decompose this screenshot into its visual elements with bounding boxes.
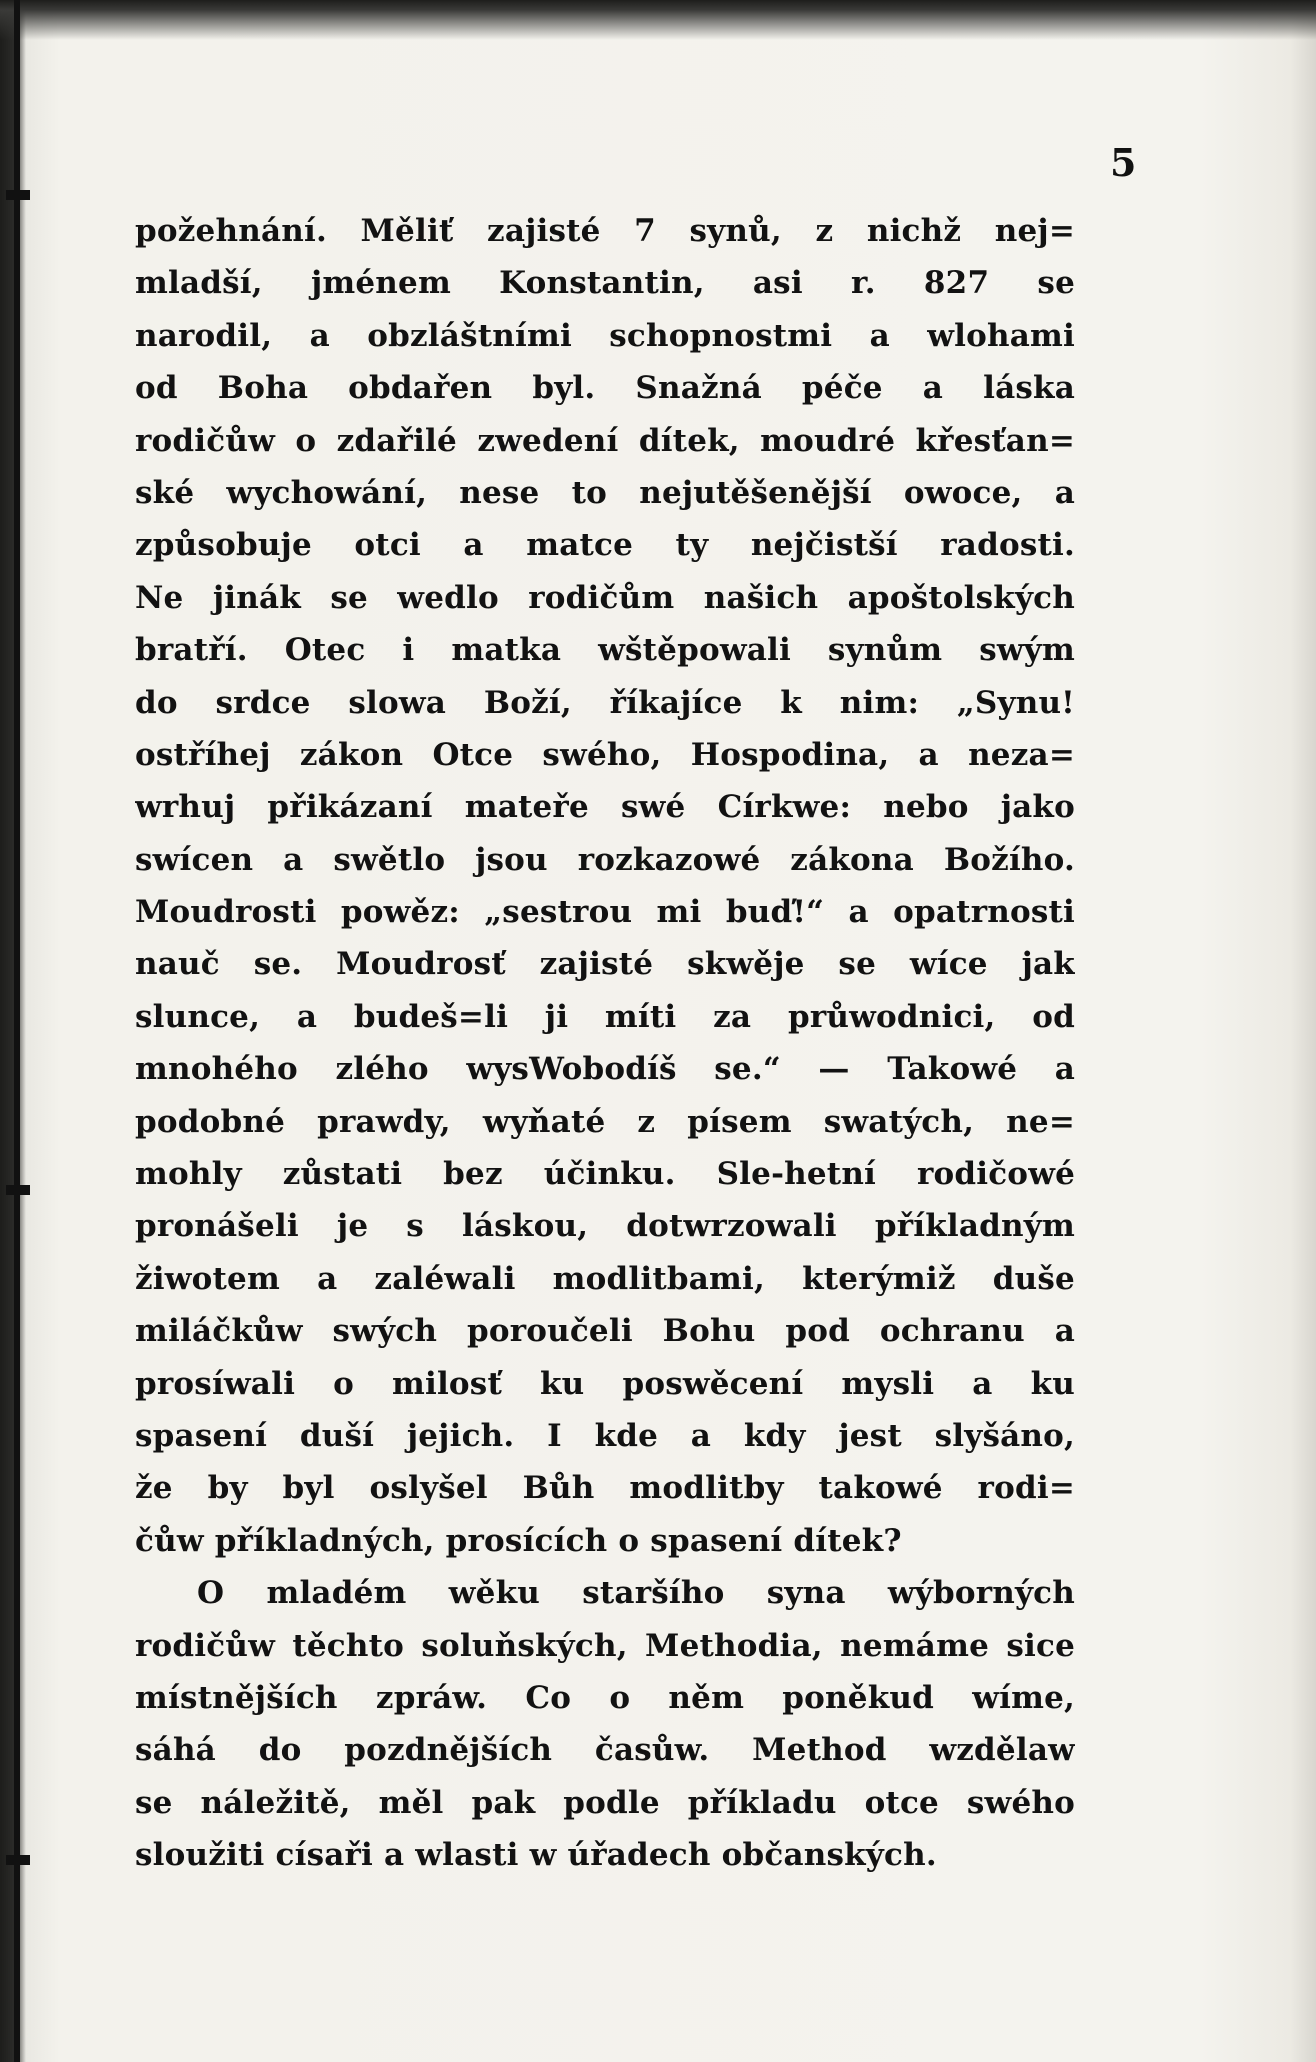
text-line: ské wychowání, nese to nejutěšenější owoce, a [135,474,1075,511]
text-line: rodičůw těchto soluňských, Methodia, nemáme sice [135,1627,1075,1664]
text-line: že by byl oslyšel Bůh modlitby takowé rodi= [135,1470,1075,1507]
text-line: pronášeli je s láskou, dotwrzowali příkladným [135,1208,1075,1245]
text-line: Moudrosti powěz: „sestrou mi buď!“ a opatrnosti [135,894,1075,931]
text-line: sáhá do pozdnějších časůw. Method wzdělaw [135,1732,1075,1769]
text-line: prosíwali o milosť ku poswěcení mysli a ku [135,1365,1075,1402]
text-line: žiwotem a zaléwali modlitbami, kterýmiž duše [135,1260,1075,1297]
book-spine-edge [14,0,20,2062]
text-line: narodil, a obzláštními schopnostmi a wlohami [135,317,1075,354]
text-line: nauč se. Moudrosť zajisté skwěje se wíce jak [135,946,1075,983]
text-line: miláčkůw swých poroučeli Bohu pod ochranu a [135,1313,1075,1350]
text-line: wrhuj přikázaní mateře swé Církwe: nebo jako [135,789,1075,826]
spine-mark [6,1185,30,1195]
text-line: swícen a swětlo jsou rozkazowé zákona Božího. [135,841,1075,878]
text-line: slunce, a budeš=li ji míti za průwodnici, od [135,998,1075,1035]
text-line: čůw příkladných, prosících o spasení dítek? [135,1522,902,1559]
text-line: se náležitě, měl pak podle příkladu otce swého [135,1784,1075,1821]
text-line: mohly zůstati bez účinku. Sle-hetní rodičowé [135,1156,1075,1193]
spine-mark [6,190,30,200]
spine-mark [6,1855,30,1865]
text-line: sloužiti císaři a wlasti w úřadech občanských. [135,1837,937,1874]
text-line: rodičůw o zdařilé zwedení dítek, moudré křesťan= [135,422,1075,459]
text-line: od Boha obdařen byl. Snažná péče a láska [135,370,1075,407]
text-line: bratří. Otec i matka wštěpowali synům swým [135,632,1075,669]
body-text [135,205,1075,1882]
paragraph-start-line: O mladém wěku staršího syna wýborných [197,1575,1075,1612]
text-line: místnějších zpráw. Co o něm poněkud wíme, [135,1679,1075,1716]
text-line: spasení duší jejich. I kde a kdy jest slyšáno, [135,1417,1075,1454]
text-line: ostříhej zákon Otce swého, Hospodina, a neza= [135,736,1075,773]
text-line: způsobuje otci a matce ty nejčistší radosti. [135,527,1075,564]
text-line: podobné prawdy, wyňaté z písem swatých, ne= [135,1103,1075,1140]
page-number: 5 [1110,140,1137,185]
text-line: požehnání. Měliť zajisté 7 synů, z nichž nej= [135,213,1075,249]
text-line: Ne jinák se wedlo rodičům našich apoštolských [135,579,1075,616]
text-line: do srdce slowa Boží, říkajíce k nim: „Synu! [135,684,1075,721]
text-line: mnohého zlého wysWobodíš se.“ — Takowé a [135,1051,1075,1088]
text-line: mladší, jménem Konstantin, asi r. 827 se [135,265,1075,302]
